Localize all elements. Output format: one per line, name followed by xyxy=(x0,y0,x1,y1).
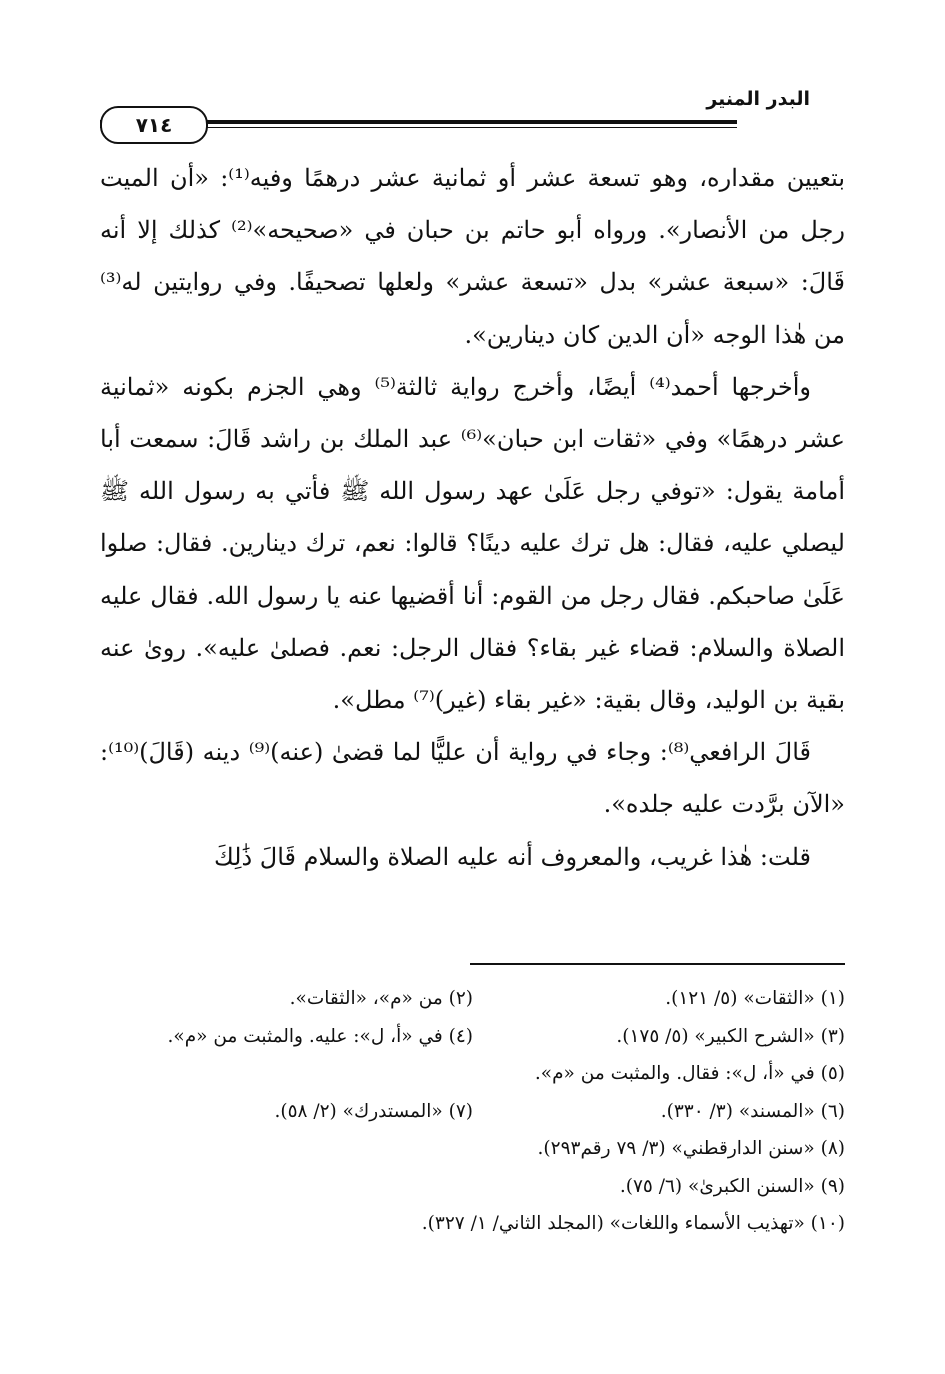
paragraph-1: بتعيين مقداره، وهو تسعة عشر أو ثمانية عشر درهمًا وفيه⁽¹⁾: «أن الميت رجل من الأنصار». ورواه أبو حاتم بن حبان في «صحيحه»⁽²⁾ كذلك إلا أنه قَالَ: «سبعة عشر» بدل «تسعة عشر» ولعلها تصحيفًا. وفي روايتين له⁽³⁾ من هٰذا الوجه «أن الدين كان دينارين». xyxy=(100,164,845,349)
footnote-row xyxy=(100,1205,845,1243)
footnote-5: (٥) في «أ، ل»: فقال. والمثبت من «م». xyxy=(534,1063,845,1084)
footnote-row xyxy=(100,1168,845,1206)
main-text xyxy=(100,152,845,883)
footnote-separator xyxy=(470,963,845,965)
footnote-1: (١) «الثقات» (٥/ ١٢١). xyxy=(665,988,845,1009)
running-header xyxy=(100,80,845,137)
footnote-row xyxy=(100,1018,845,1056)
header-title: البدر المنير xyxy=(706,88,810,110)
footnote-row xyxy=(100,1130,845,1168)
footnote-8: (٨) «سنن الدارقطني» (٣/ ٧٩ رقم٢٩٣). xyxy=(537,1138,845,1159)
footnote-4: (٤) في «أ، ل»: عليه. والمثبت من «م». xyxy=(167,1025,473,1047)
page-number: ٧١٤ xyxy=(100,106,208,144)
paragraph-2: وأخرجها أحمد⁽⁴⁾ أيضًا، وأخرج رواية ثالثة⁽⁵⁾ وهي الجزم بكونه «ثمانية عشر درهمًا» وفي «ثقات ابن حبان»⁽⁶⁾ عبد الملك بن راشد قَالَ: سمعت أبا أمامة يقول: «توفي رجل عَلَىٰ عهد رسول الله ﷺ فأتي به رسول الله ﷺ ليصلي عليه، فقال: هل ترك عليه دينًا؟ قالوا: نعم، ترك دينارين. فقال: صلوا عَلَىٰ صاحبكم. فقال رجل من القوم: أنا أقضيها عنه يا رسول الله. فقال عليه الصلاة والسلام: قضاء غير بقاء؟ فقال الرجل: نعم. فصلىٰ عليه». روىٰ عنه بقية بن الوليد، وقال بقية: «غير بقاء (غير)⁽⁷⁾ مطل». xyxy=(100,372,846,715)
footnote-6: (٦) «المسند» (٣/ ٣٣٠). xyxy=(660,1100,845,1122)
footnote-row xyxy=(100,1055,845,1093)
footnote-9: (٩) «السنن الكبرىٰ» (٦/ ٧٥). xyxy=(619,1175,845,1197)
paragraph-3: قَالَ الرافعي⁽⁸⁾: وجاء في رواية أن عليًّا لما قضىٰ (عنه)⁽⁹⁾ دينه (قَالَ)⁽¹⁰⁾: «الآن برَّدت عليه جلده». xyxy=(100,738,845,819)
footnotes xyxy=(100,980,845,1243)
footnote-2: (٢) من «م»، «الثقات». xyxy=(289,988,473,1009)
footnote-row xyxy=(100,980,845,1018)
footnote-3: (٣) «الشرح الكبير» (٥/ ١٧٥). xyxy=(616,1025,845,1047)
footnote-7: (٧) «المستدرك» (٢/ ٥٨). xyxy=(274,1100,473,1122)
footnote-10: (١٠) «تهذيب الأسماء واللغات» (المجلد الثاني/ ١/ ٣٢٧). xyxy=(421,1213,845,1234)
footnote-row xyxy=(100,1093,845,1131)
paragraph-4: قلت: هٰذا غريب، والمعروف أنه عليه الصلاة والسلام قَالَ ذَٰلِكَ xyxy=(213,842,811,871)
